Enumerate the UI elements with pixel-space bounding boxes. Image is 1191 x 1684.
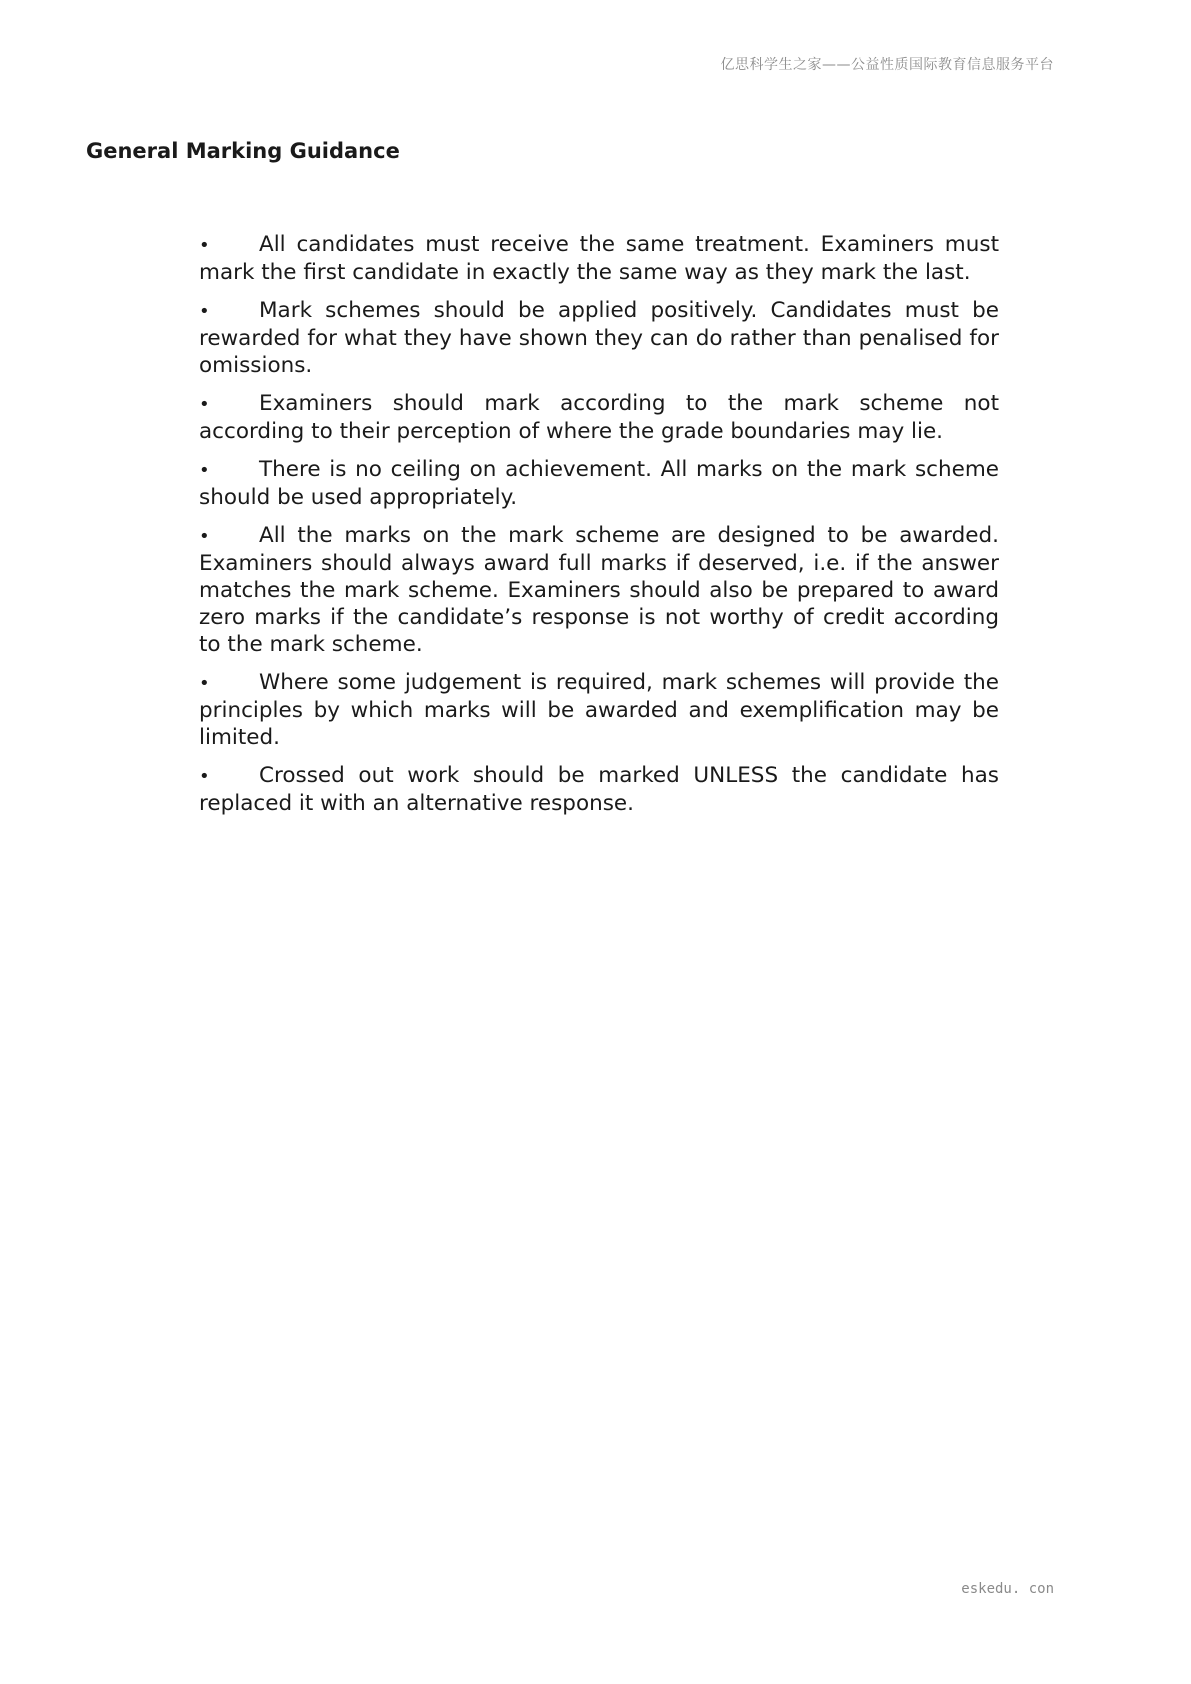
guidance-item bbox=[199, 522, 999, 658]
page-header: 亿思科学生之家——公益性质国际教育信息服务平台 bbox=[720, 57, 1054, 73]
bullet-icon: • bbox=[199, 394, 210, 415]
bullet-icon: • bbox=[199, 673, 210, 694]
guidance-item bbox=[199, 456, 999, 511]
document-title: General Marking Guidance bbox=[86, 139, 400, 163]
bullet-icon: • bbox=[199, 301, 210, 322]
guidance-text: Examiners should mark according to the mark scheme not according to their perception of where the grade boundaries may lie. bbox=[199, 391, 999, 444]
bullet-icon: • bbox=[199, 526, 210, 547]
guidance-item bbox=[199, 390, 999, 445]
guidance-list bbox=[199, 231, 999, 828]
guidance-text: All the marks on the mark scheme are designed to be awarded. Examiners should always award full marks if deserved, i.e. if the answer matches the mark scheme. Examiners should also be prepared to award zero marks if the candidate’s response is not worthy of credit according to the mark scheme. bbox=[199, 523, 999, 657]
guidance-item bbox=[199, 231, 999, 286]
guidance-text: There is no ceiling on achievement. All marks on the mark scheme should be used appropriately. bbox=[199, 457, 999, 510]
guidance-text: Where some judgement is required, mark schemes will provide the principles by which marks will be awarded and exemplification may be limited. bbox=[199, 670, 999, 750]
guidance-text: Mark schemes should be applied positively. Candidates must be rewarded for what they have shown they can do rather than penalised for omissions. bbox=[199, 298, 999, 378]
bullet-icon: • bbox=[199, 460, 210, 481]
guidance-item bbox=[199, 762, 999, 817]
guidance-text: All candidates must receive the same treatment. Examiners must mark the first candidate in exactly the same way as they mark the last. bbox=[199, 232, 999, 285]
bullet-icon: • bbox=[199, 235, 210, 256]
guidance-item bbox=[199, 297, 999, 379]
bullet-icon: • bbox=[199, 766, 210, 787]
guidance-text: Crossed out work should be marked UNLESS the candidate has replaced it with an alternative response. bbox=[199, 763, 999, 816]
page-footer: eskedu. con bbox=[961, 1581, 1054, 1597]
guidance-item bbox=[199, 669, 999, 751]
